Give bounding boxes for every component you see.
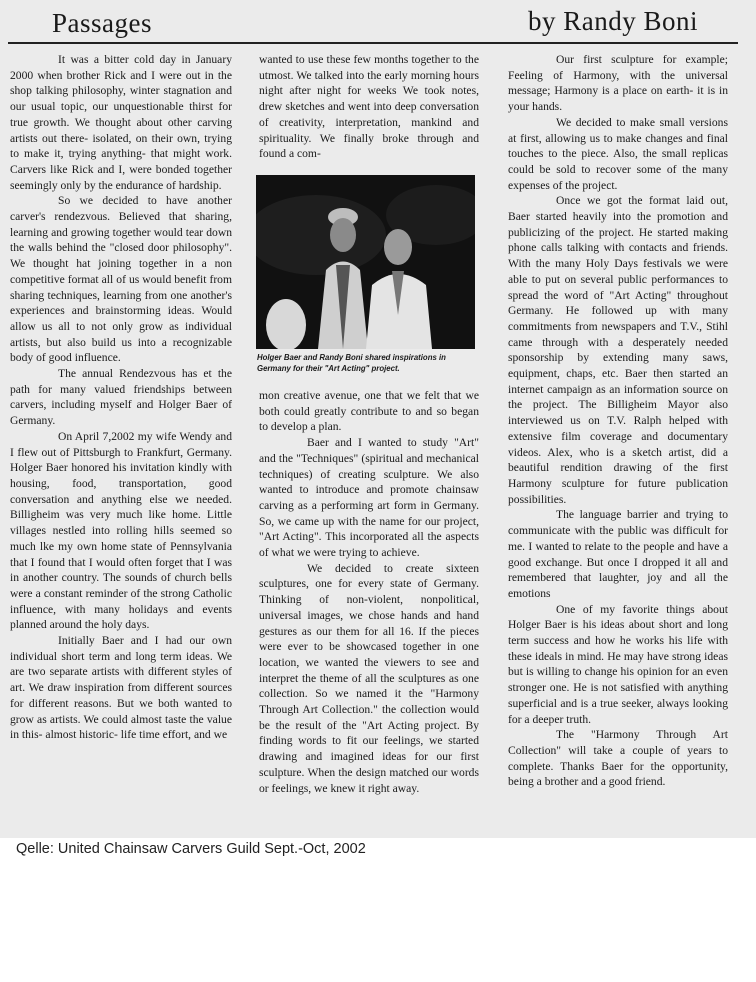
paragraph: Our first sculpture for example; Feeling of Harmony, with the universal message; Harmony is a place on earth- it is in your hands. [508, 53, 728, 114]
paragraph: We decided to make small versions at first, allowing us to make changes and final touches to the piece. Also, the small replicas could be sold to recover some of the many expenses of the project. [508, 115, 728, 192]
paragraph: On April 7,2002 my wife Wendy and I flew out of Pittsburgh to Frankfurt, Germany. Holger Baer honored his invitation kindly with housing, food, transportation, good conversation and anything else we needed. Billigheim was very much like home. Little villages nestled into rolling hills seemed so much lke my own home state of Pennsylvania that I found that I would often forget that I was in another country. The sounds of church bells were a constant reminder of the strong Catholic influence, with many holidays and events planned around the holy days. [10, 429, 232, 632]
paragraph: mon creative avenue, one that we felt that we both could greatly contribute to and so began to develop a plan. [259, 389, 479, 434]
paragraph: The language barrier and trying to communicate with the public was difficult for me. I wanted to relate to the people and have a good exchange. But once I dropped it all and remembered that laughter, joy and all the emotions [508, 508, 728, 600]
photo-caption: Holger Baer and Randy Boni shared inspirations in Germany for their "Art Acting" project. [257, 353, 446, 373]
paragraph: wanted to use these few months together to the utmost. We talked into the early morning hours night after night for weeks We took notes, drew sketches and went into deep conversation of creativity, interpretation, mankind and spirituality. We finally broke through and found a com- [259, 53, 479, 161]
paragraph: One of my favorite things about Holger Baer is his ideas about short and long term success and how he works his life with these ideals in mind. He may have strong ideas but is willing to change his opinion for an even stronger one. He is not satisfied with anything superficial and is a true seeker, always looking for a deeper truth. [508, 602, 728, 726]
paragraph: It was a bitter cold day in January 2000 when brother Rick and I were out in the shop talking philosophy, winter stagnation and our usual topic, our unquestionable thirst for true growth. We thought about other carving artists out there- isolated, on their own, trying to make it, trying anything- that might work. Carvers like Rick and I, were bonded together seemingly only by the endurance of hardship. [10, 53, 232, 192]
paragraph: The "Harmony Through Art Collection" will take a couple of years to complete. Thanks Baer for the opportunity, being a brother and a good friend. [508, 728, 728, 789]
paragraph: So we decided to have another carver's rendezvous. Believed that sharing, learning and growing together would tear down the walls behind the "closed door philosophy". We thought hat joining together in a non competitive format all of us would benefit from sharing techniques, learning from one another's experiences and brainstorming ideas. Would allow us all to not only grow as individual artists, but also build us into a recognizable body of good influence. [10, 194, 232, 365]
author-byline: by Randy Boni [527, 6, 698, 36]
article-column-2-bottom [259, 388, 479, 796]
article-column-1 [10, 52, 232, 743]
photo-baer-and-boni [256, 175, 475, 349]
article-column-3 [508, 52, 728, 790]
header-rule [8, 42, 738, 44]
source-citation: Qelle: United Chainsaw Carvers Guild Sept.-Oct, 2002 [16, 841, 366, 857]
section-title: Passages [52, 8, 152, 38]
paragraph: Baer and I wanted to study "Art" and the "Techniques" (spiritual and mechanical techniques) of creating sculpture. We also wanted to introduce and promote chainsaw carving as a performing art form in Germany. So, we came up with the name for our project, "Art Acting". This incorporated all the aspects of what we were trying to achieve. [259, 436, 479, 560]
paragraph: Once we got the format laid out, Baer started heavily into the promotion and publicizing of the project. He started making phone calls talking with contacts and friends. With the many Holy Days festivals we were able to put on several public performances to spread the word of "Art Acting" throughout Germany. He followed up with many commitments from newspapers and T.V., Stihl came through with a desperately needed sponsorship by extending many saws, equipment, chaps, etc. Baer then started an internet campaign as an information source on the project. The Billigheim Mayor also interviewed us on T.V. Ralph helped with extensive film coverage and documentary videos. Alex, who is a sketch artist, did a beautiful rendition drawing of the first Harmony sculpture for future publication possibilities. [508, 194, 728, 506]
paragraph: Initially Baer and I had our own individual short term and long term ideas. We are two separate artists with different styles of art. We draw inspiration from different sources for different reasons. But we both wanted to grow as artists. We could almost taste the value in this- almost historic- life time effort, and we [10, 634, 232, 742]
article-column-2-top [259, 52, 479, 162]
paragraph: We decided to create sixteen sculptures, one for every state of Germany. Thinking of non-violent, nonpolitical, universal images, we chose hands and hand gestures as our them for all 16. If the pieces were ever to be showcased together in one location, we wanted the viewers to see and interpret the theme of all the sculptures as one collection. So we named it the "Harmony Through Art Collection." the collection would be the result of the "Art Acting project. By finding words to fit our feelings, we started drawing and imagined ideas for our first sculpture. When the design matched our words or feelings, we knew it right away. [259, 561, 479, 795]
paragraph: The annual Rendezvous has et the path for many valued friendships between carvers, including myself and Holger Baer of Germany. [10, 367, 232, 428]
